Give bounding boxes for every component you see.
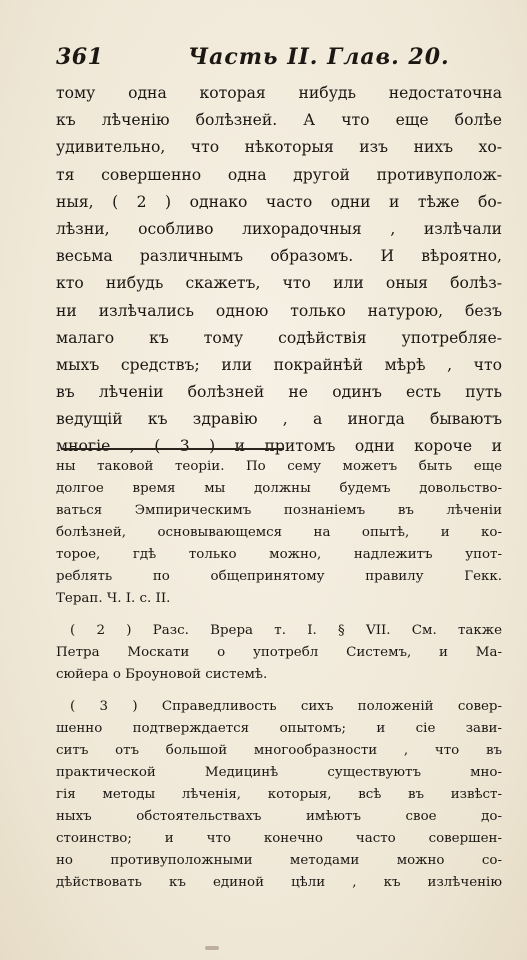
- footnote-line: ситъ отъ большой многообразности , что въ: [56, 743, 502, 758]
- footnote-line: ( 2 ) Разс. Врера т. I. § VII. См. также: [70, 623, 502, 638]
- text-line: тя совершенно одна другой противуполож-: [56, 165, 502, 184]
- footnote-line: ( 3 ) Справедливость сихъ положеній совер-: [70, 699, 502, 714]
- footnote-3: [56, 696, 502, 894]
- text-line: удивительно, что нѣкоторыя изъ нихъ хо-: [56, 138, 502, 157]
- page-number: 361: [56, 44, 104, 70]
- footnote-line: сюйера о Броуновой системѣ.: [56, 667, 268, 682]
- text-line: весьма различнымъ образомъ. И вѣроятно,: [56, 247, 502, 266]
- footnote-line: гія методы лѣченія, которыя, всѣ въ извѣст-: [56, 787, 502, 802]
- footnote-continuation: [56, 456, 502, 610]
- footnote-2: [56, 620, 502, 686]
- footnote-line: реблять по общепринятому правилу Гекк.: [56, 569, 502, 584]
- main-text: [56, 80, 502, 461]
- footnote-line: ныхъ обстоятельствахъ имѣютъ свое до-: [56, 809, 502, 824]
- footnote-line: ны таковой теоріи. По сему можетъ быть еще: [56, 459, 502, 474]
- text-line: мыхъ средствъ; или покрайнѣй мѣрѣ , что: [56, 355, 502, 374]
- footnote-line: Петра Москати о употребл Системъ, и Ма-: [56, 645, 502, 660]
- footnote-line: шенно подтверждается опытомъ; и сіе зави-: [56, 721, 502, 736]
- footnote-divider: [62, 448, 284, 450]
- text-line: ныя, ( 2 ) однако часто одни и тѣже бо-: [56, 192, 502, 211]
- running-title: Часть II. Глав. 20.: [188, 44, 450, 70]
- text-line: въ лѣченіи болѣзней не одинъ есть путь: [56, 383, 502, 402]
- footnote-line: дѣйствовать къ единой цѣли , къ излѣченію: [56, 875, 502, 890]
- text-line: лѣзни, особливо лихорадочныя , излѣчали: [56, 219, 502, 238]
- text-line: многіе , ( 3 ) и притомъ одни короче и: [56, 437, 502, 456]
- text-line: кто нибудь скажетъ, что или оныя болѣз-: [56, 274, 502, 293]
- footnote-line: ваться Эмпирическимъ познаніемъ въ лѣченіи: [56, 503, 502, 518]
- paper-stain: [205, 946, 219, 950]
- text-line: къ лѣченію болѣзней. А что еще болѣе: [56, 111, 502, 130]
- text-line: малаго къ тому содѣйствія употребляе-: [56, 328, 502, 347]
- footnotes: [56, 456, 502, 904]
- text-line: тому одна которая нибудь недостаточна: [56, 84, 502, 102]
- footnote-line: Терап. Ч. I. с. II.: [56, 591, 171, 606]
- footnote-line: долгое время мы должны будемъ довольство-: [56, 481, 502, 496]
- text-line: ведущій къ здравію , а иногда бываютъ: [56, 410, 502, 429]
- text-line: ни излѣчались одною только натурою, безъ: [56, 301, 502, 320]
- footnote-line: стоинство; и что конечно часто совершен-: [56, 831, 502, 846]
- page-header: [56, 44, 497, 74]
- footnote-line: болѣзней, основывающемся на опытѣ, и ко-: [56, 525, 502, 540]
- footnote-line: но противуположными методами можно со-: [56, 853, 502, 868]
- footnote-line: практической Медицинѣ существуютъ мно-: [56, 765, 502, 780]
- footnote-line: торое, гдѣ только можно, надлежитъ упот-: [56, 547, 502, 562]
